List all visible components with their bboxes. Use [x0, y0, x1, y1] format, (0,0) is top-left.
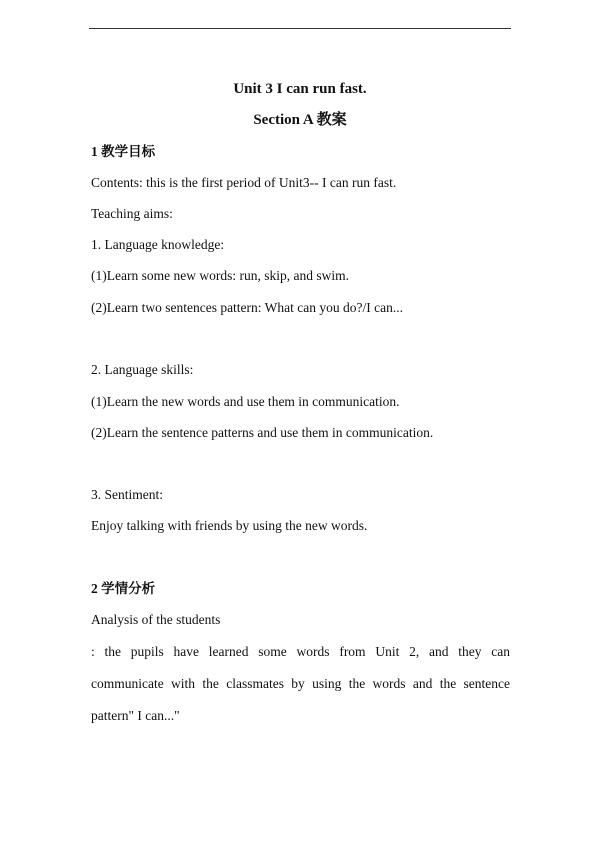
analysis-line-3: pattern" I can..." — [91, 708, 180, 723]
knowledge-item-2: (2)Learn two sentences pattern: What can you do?/I can... — [91, 300, 403, 315]
analysis-line-1: : the pupils have learned some words from Unit 2, and they can — [91, 644, 510, 659]
skills-item-2: (2)Learn the sentence patterns and use them in communication. — [91, 425, 434, 440]
section-1-heading: 1 教学目标 — [91, 144, 156, 159]
sentiment-heading: 3. Sentiment: — [91, 487, 163, 502]
analysis-line-2: communicate with the classmates by using the words and the sentence — [91, 676, 510, 691]
language-knowledge-heading: 1. Language knowledge: — [91, 237, 225, 252]
analysis-title: Analysis of the students — [91, 612, 221, 627]
language-skills-heading: 2. Language skills: — [91, 362, 194, 377]
document-subtitle: Section A 教案 — [253, 112, 347, 128]
skills-item-1: (1)Learn the new words and use them in communication. — [91, 394, 400, 409]
contents-line: Contents: this is the first period of Unit3-- I can run fast. — [91, 175, 397, 190]
knowledge-item-1: (1)Learn some new words: run, skip, and swim. — [91, 268, 349, 283]
section-2-heading: 2 学情分析 — [91, 581, 156, 596]
sentiment-text: Enjoy talking with friends by using the new words. — [91, 518, 368, 533]
teaching-aims-label: Teaching aims: — [91, 206, 173, 221]
header-rule — [89, 28, 511, 29]
document-title: Unit 3 I can run fast. — [233, 81, 367, 97]
